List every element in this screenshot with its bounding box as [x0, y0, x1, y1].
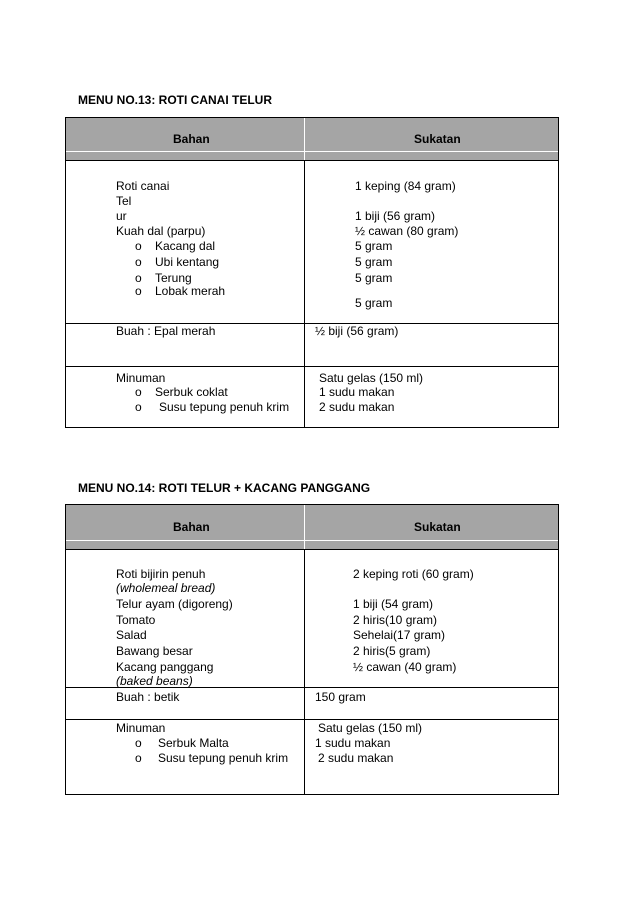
- header-bahan: Bahan: [173, 520, 210, 534]
- qty-cell: 1 sudu makan: [319, 385, 395, 399]
- qty-cell: 1 biji (54 gram): [353, 597, 434, 611]
- list-item: Susu tepung penuh krim: [159, 400, 290, 414]
- bullet: o: [135, 239, 142, 253]
- qty-cell: 2 sudu makan: [318, 751, 394, 765]
- qty-cell: 5 gram: [355, 255, 393, 269]
- list-item: Roti bijirin penuh: [116, 567, 206, 581]
- table-header: [66, 118, 558, 161]
- list-item: Kacang panggang: [116, 660, 214, 674]
- list-item: Buah : betik: [116, 690, 180, 704]
- list-item: Serbuk Malta: [158, 736, 229, 750]
- list-item: Buah : Epal merah: [116, 324, 216, 338]
- list-item: Susu tepung penuh krim: [158, 751, 289, 765]
- menu13-table: [65, 117, 559, 428]
- list-item: Minuman: [116, 721, 166, 735]
- list-item: Salad: [116, 628, 147, 642]
- list-item: Lobak merah: [155, 284, 226, 298]
- list-item: Bawang besar: [116, 644, 193, 658]
- bullet: o: [135, 400, 142, 414]
- list-item: Tomato: [116, 613, 156, 627]
- qty-cell: Satu gelas (150 ml): [318, 721, 423, 735]
- list-item-note: (baked beans): [116, 674, 193, 688]
- list-item: Terung: [155, 271, 192, 285]
- bullet: o: [135, 284, 142, 298]
- header-sukatan: Sukatan: [414, 132, 461, 146]
- qty-cell: Sehelai(17 gram): [353, 628, 446, 642]
- qty-cell: 2 sudu makan: [319, 400, 395, 414]
- qty-cell: ½ biji (56 gram): [315, 324, 399, 338]
- qty-cell: 5 gram: [355, 239, 393, 253]
- list-item: Minuman: [116, 371, 166, 385]
- qty-cell: 2 hiris(10 gram): [353, 613, 438, 627]
- qty-cell: ½ cawan (80 gram): [355, 224, 459, 238]
- qty-cell: Satu gelas (150 ml): [319, 371, 424, 385]
- bullet: o: [135, 271, 142, 285]
- list-item: Serbuk coklat: [155, 385, 228, 399]
- menu14-title: MENU NO.14: ROTI TELUR + KACANG PANGGANG: [78, 481, 371, 495]
- qty-cell: 150 gram: [315, 690, 366, 704]
- table-header: [66, 505, 558, 550]
- list-item: Kacang dal: [155, 239, 216, 253]
- menu13-title: MENU NO.13: ROTI CANAI TELUR: [78, 93, 273, 107]
- list-item: ur: [116, 209, 127, 223]
- qty-cell: ½ cawan (40 gram): [353, 660, 457, 674]
- menu14-table: [65, 504, 559, 795]
- qty-cell: 1 biji (56 gram): [355, 209, 436, 223]
- list-item-note: (wholemeal bread): [116, 581, 216, 595]
- qty-cell: 1 sudu makan: [315, 736, 391, 750]
- list-item: Roti canai: [116, 179, 170, 193]
- bullet: o: [135, 385, 142, 399]
- qty-cell: 5 gram: [355, 271, 393, 285]
- header-sukatan: Sukatan: [414, 520, 461, 534]
- list-item: Ubi kentang: [155, 255, 220, 269]
- qty-cell: 1 keping (84 gram): [355, 179, 456, 193]
- header-bahan: Bahan: [173, 132, 210, 146]
- list-item: Tel: [116, 194, 132, 208]
- bullet: o: [135, 736, 142, 750]
- qty-cell: 5 gram: [355, 296, 393, 310]
- qty-cell: 2 keping roti (60 gram): [353, 567, 474, 581]
- bullet: o: [135, 751, 142, 765]
- list-item: Kuah dal (parpu): [116, 224, 206, 238]
- list-item: Telur ayam (digoreng): [116, 597, 233, 611]
- bullet: o: [135, 255, 142, 269]
- qty-cell: 2 hiris(5 gram): [353, 644, 431, 658]
